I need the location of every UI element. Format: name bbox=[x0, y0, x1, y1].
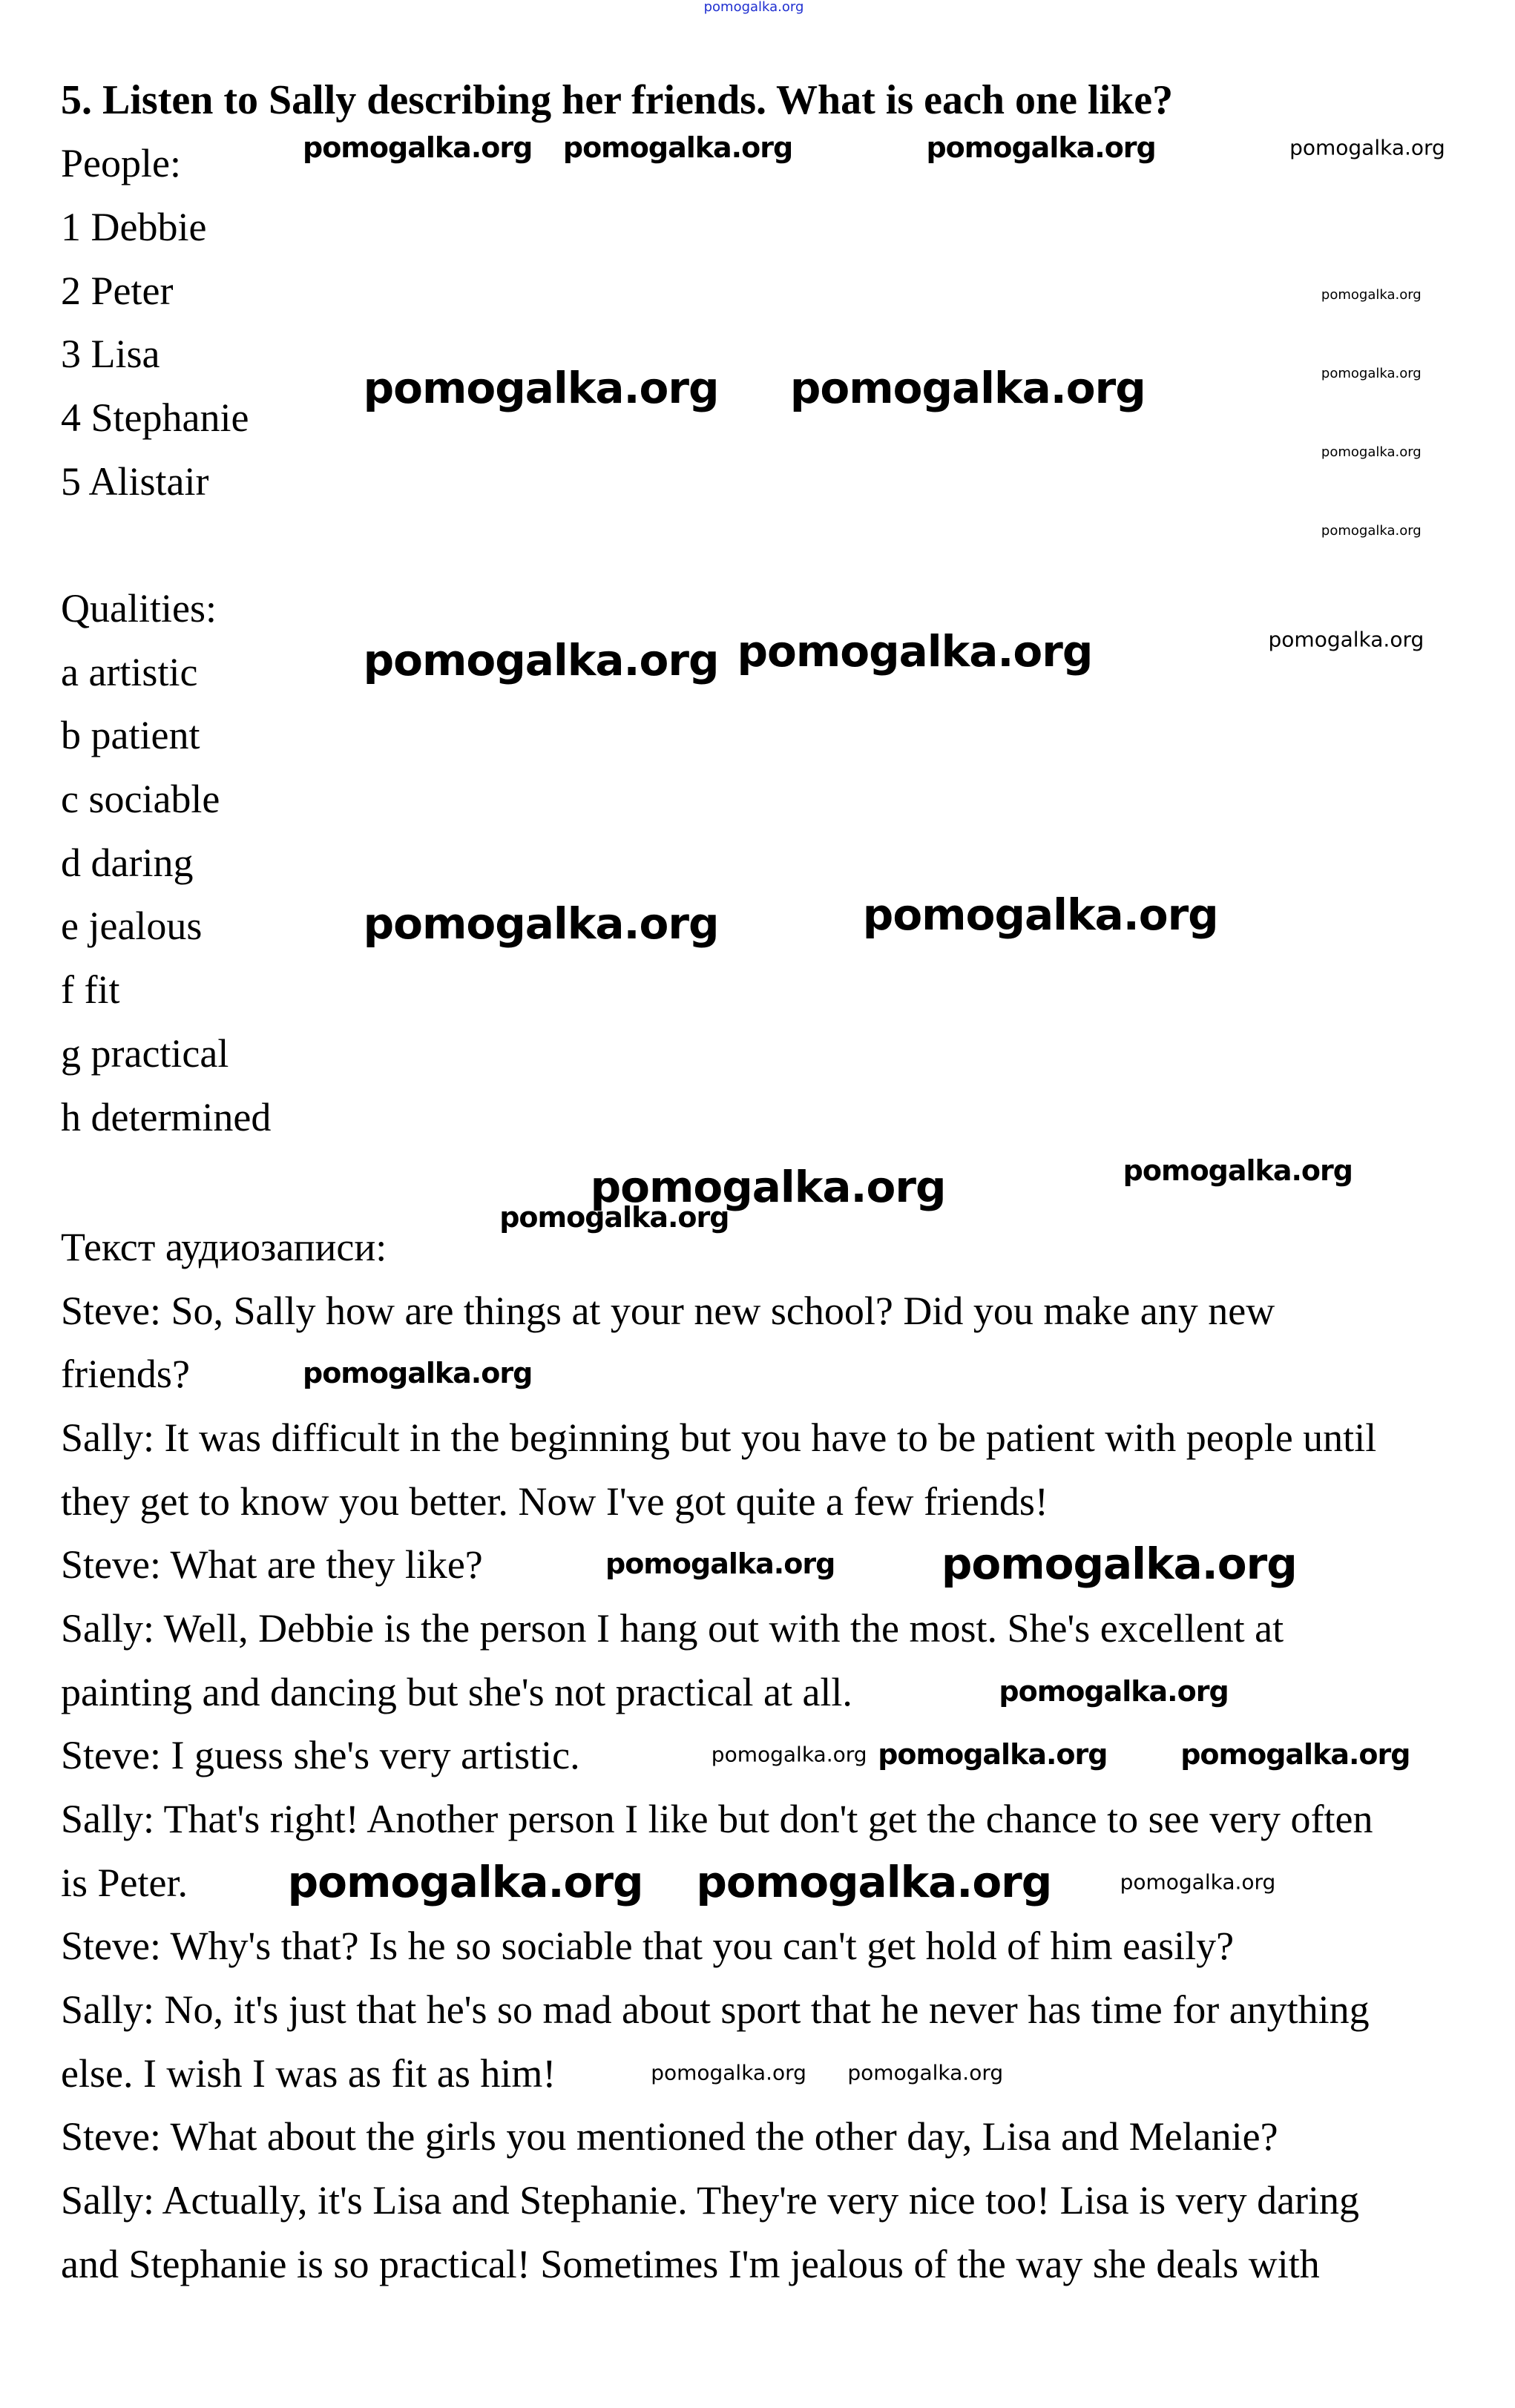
quality-item: g practical bbox=[61, 1030, 229, 1076]
quality-item: c sociable bbox=[61, 777, 220, 822]
watermark: pomogalka.org bbox=[1321, 286, 1422, 303]
transcript-line: Steve: Why's that? Is he so sociable that you can't get hold of him easily? bbox=[61, 1924, 1235, 1969]
quality-item: b patient bbox=[61, 713, 200, 758]
watermark: pomogalka.org bbox=[363, 898, 719, 950]
watermark: pomogalka.org bbox=[847, 2060, 1004, 2085]
transcript-line: painting and dancing but she's not practical at all. bbox=[61, 1669, 852, 1714]
person-item: 1 Debbie bbox=[61, 205, 207, 249]
transcript-line: they get to know you better. Now I've got quite a few friends! bbox=[61, 1478, 1048, 1524]
watermark: pomogalka.org bbox=[941, 1539, 1297, 1590]
quality-item: e jealous bbox=[61, 904, 203, 949]
person-item: 2 Peter bbox=[61, 268, 174, 313]
transcript-line: Sally: No, it's just that he's so mad about sport that he never has time for anything bbox=[61, 1987, 1370, 2033]
watermark: pomogalka.org bbox=[605, 1547, 835, 1581]
watermark: pomogalka.org bbox=[737, 626, 1093, 677]
transcript-line: is Peter. bbox=[61, 1860, 188, 1905]
transcript-line: Steve: I guess she's very artistic. bbox=[61, 1733, 580, 1778]
person-item: 3 Lisa bbox=[61, 332, 160, 377]
watermark: pomogalka.org bbox=[1321, 444, 1422, 461]
watermark: pomogalka.org bbox=[590, 1162, 946, 1213]
qualities-heading: Qualities: bbox=[61, 586, 217, 631]
transcript-line: Steve: So, Sally how are things at your new school? Did you make any new bbox=[61, 1288, 1275, 1333]
watermark: pomogalka.org bbox=[696, 1856, 1052, 1907]
transcript-line: friends? bbox=[61, 1352, 190, 1397]
watermark: pomogalka.org bbox=[651, 2060, 806, 2085]
watermark: pomogalka.org bbox=[363, 363, 719, 414]
watermark: pomogalka.org bbox=[862, 889, 1218, 941]
watermark: pomogalka.org bbox=[1120, 1869, 1276, 1895]
quality-item: a artistic bbox=[61, 649, 198, 694]
transcript-line: and Stephanie is so practical! Sometimes I'm jealous of the way she deals with bbox=[61, 2241, 1320, 2286]
transcript-line: Sally: Well, Debbie is the person I hang out with the most. She's excellent at bbox=[61, 1606, 1284, 1651]
watermark: pomogalka.org bbox=[878, 1738, 1108, 1772]
quality-item: d daring bbox=[61, 840, 194, 885]
watermark: pomogalka.org bbox=[1321, 523, 1422, 539]
watermark: pomogalka.org bbox=[303, 131, 533, 165]
watermark: pomogalka.org bbox=[1289, 135, 1445, 160]
transcript-line: Sally: It was difficult in the beginning but you have to be patient with people until bbox=[61, 1415, 1377, 1460]
exercise-title: 5. Listen to Sally describing her friends. What is each one like? bbox=[61, 76, 1174, 123]
watermark: pomogalka.org bbox=[1123, 1154, 1353, 1188]
watermark: pomogalka.org bbox=[703, 0, 804, 16]
person-item: 4 Stephanie bbox=[61, 395, 249, 441]
watermark: pomogalka.org bbox=[711, 1742, 867, 1767]
transcript-line: Steve: What are they like? bbox=[61, 1542, 483, 1588]
watermark: pomogalka.org bbox=[363, 635, 719, 686]
transcript-line: Sally: That's right! Another person I like but don't get the chance to see very often bbox=[61, 1797, 1373, 1842]
people-heading: People: bbox=[61, 141, 181, 186]
transcript-line: Steve: What about the girls you mentioned the other day, Lisa and Melanie? bbox=[61, 2114, 1278, 2159]
transcript-heading: Текст аудиозаписи: bbox=[61, 1224, 387, 1269]
quality-item: h determined bbox=[61, 1094, 272, 1139]
watermark: pomogalka.org bbox=[499, 1201, 729, 1234]
transcript-line: Sally: Actually, it's Lisa and Stephanie. They're very nice too! Lisa is very daring bbox=[61, 2178, 1360, 2223]
watermark: pomogalka.org bbox=[303, 1357, 533, 1390]
person-item: 5 Alistair bbox=[61, 458, 209, 504]
watermark: pomogalka.org bbox=[1268, 627, 1424, 652]
watermark: pomogalka.org bbox=[562, 131, 793, 165]
watermark: pomogalka.org bbox=[926, 131, 1156, 165]
watermark: pomogalka.org bbox=[287, 1856, 643, 1907]
watermark: pomogalka.org bbox=[999, 1674, 1229, 1708]
watermark: pomogalka.org bbox=[1180, 1738, 1410, 1772]
quality-item: f fit bbox=[61, 967, 120, 1013]
watermark: pomogalka.org bbox=[1321, 365, 1422, 381]
watermark: pomogalka.org bbox=[789, 363, 1146, 414]
transcript-line: else. I wish I was as fit as him! bbox=[61, 2050, 556, 2096]
